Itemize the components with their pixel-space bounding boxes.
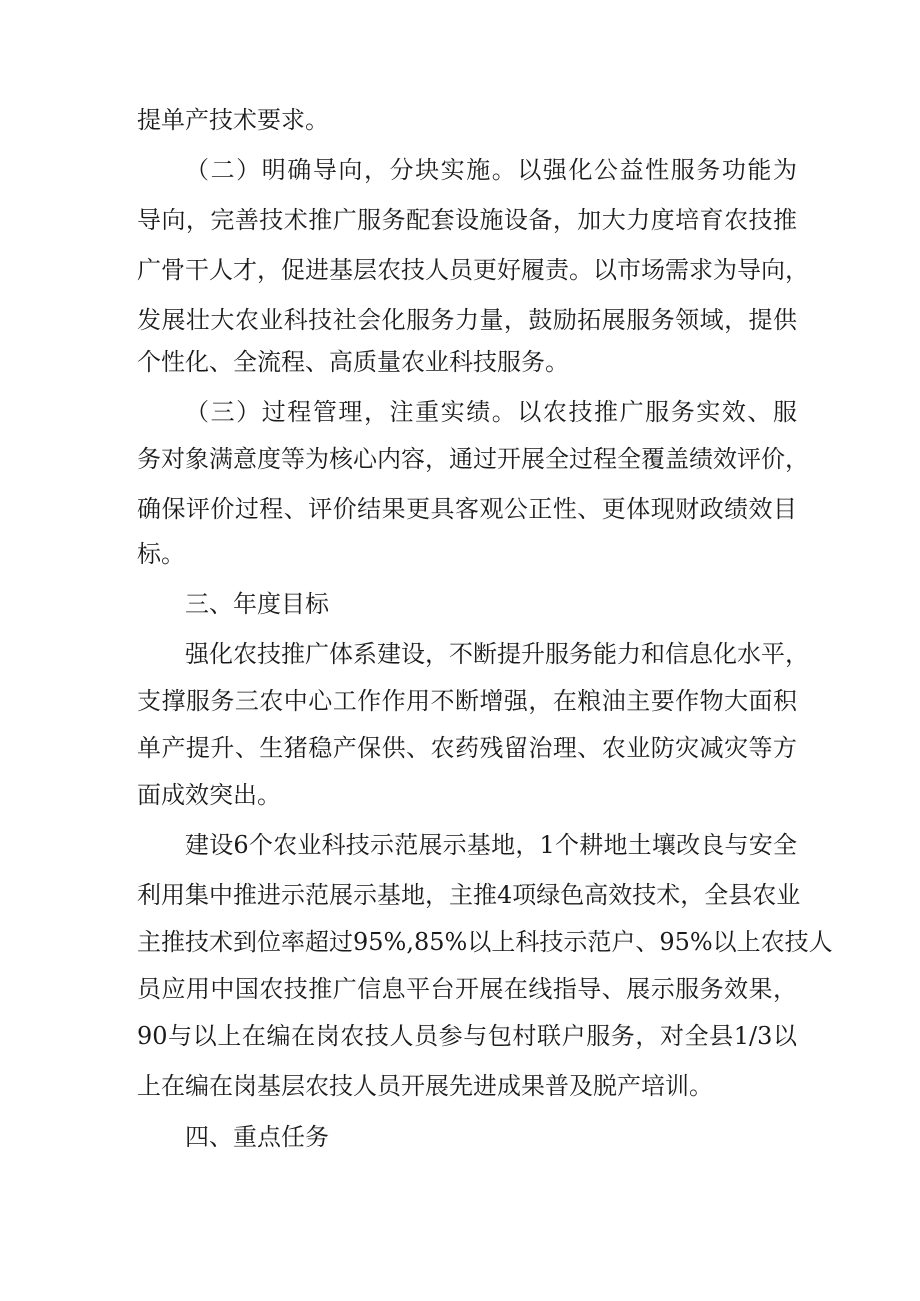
text-line: 90与以上在编在岗农技人员参与包村联户服务，对全县1/3以 — [137, 1022, 797, 1050]
text-line: 标。 — [137, 540, 185, 568]
heading-text: 三、年度目标 — [185, 590, 329, 618]
text-line: 强化农技推广体系建设，不断提升服务能力和信息化水平， — [185, 640, 809, 668]
text-line: 单产提升、生猪稳产保供、农药残留治理、农业防灾减灾等方 — [137, 734, 797, 762]
text-line: 利用集中推进示范展示基地，主推4项绿色高效技术，全县农业 — [137, 881, 801, 909]
text-line: 广骨干人才，促进基层农技人员更好履责。以市场需求为导向， — [137, 256, 809, 284]
text-line: 员应用中国农技推广信息平台开展在线指导、展示服务效果， — [137, 975, 797, 1003]
text-line: 发展壮大农业科技社会化服务力量，鼓励拓展服务领域，提供 — [137, 306, 797, 334]
text-line: 面成效突出。 — [137, 781, 281, 809]
text-line: 上在编在岗基层农技人员开展先进成果普及脱产培训。 — [137, 1072, 713, 1100]
text-line: （二）明确导向，分块实施。以强化公益性服务功能为 — [185, 156, 797, 184]
text-line: 确保评价过程、评价结果更具客观公正性、更体现财政绩效目 — [137, 495, 797, 523]
text-line: 提单产技术要求。 — [137, 106, 329, 134]
text-line: 主推技术到位率超过95%,85%以上科技示范户、95%以上农技人 — [137, 928, 833, 956]
text-line: （三）过程管理，注重实绩。以农技推广服务实效、服 — [185, 398, 797, 426]
text-line: 务对象满意度等为核心内容，通过开展全过程全覆盖绩效评价， — [137, 445, 809, 473]
heading-text: 四、重点任务 — [185, 1123, 329, 1151]
text-line: 支撑服务三农中心工作作用不断增强，在粮油主要作物大面积 — [137, 687, 797, 715]
text-line: 个性化、全流程、高质量农业科技服务。 — [137, 348, 569, 376]
text-line: 导向，完善技术推广服务配套设施设备，加大力度培育农技推 — [137, 206, 797, 234]
text-line: 建设6个农业科技示范展示基地，1个耕地土壤改良与安全 — [185, 831, 797, 859]
